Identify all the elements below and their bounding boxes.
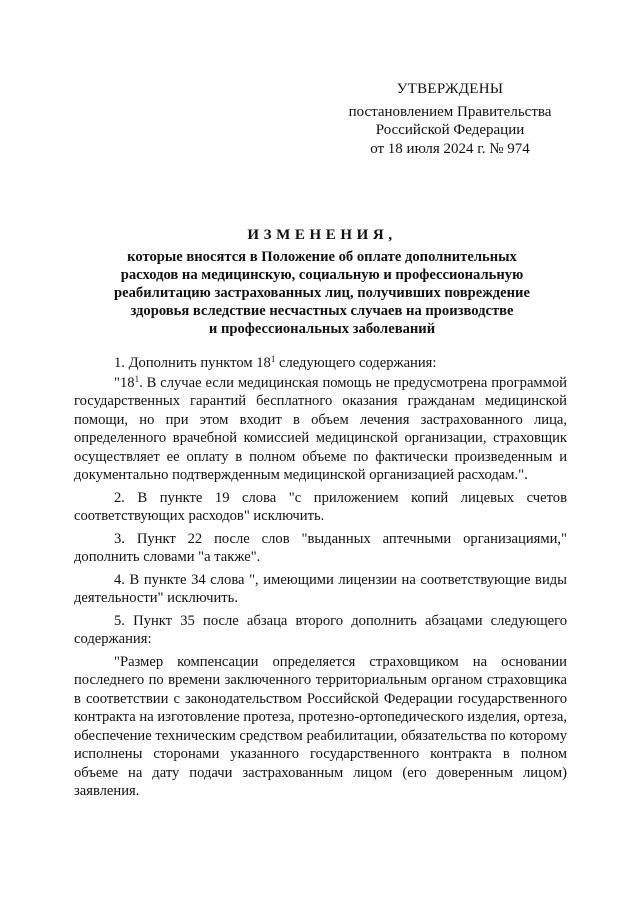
title-line-3: реабилитацию застрахованных лиц, получивших повреждение	[114, 285, 530, 301]
paragraph-item-1-text: 1. Дополнить пунктом 18	[114, 355, 271, 371]
paragraph-item-5: 5. Пункт 35 после абзаца второго дополнить абзацами следующего содержания:	[74, 612, 567, 647]
paragraph-item-3: 3. Пункт 22 после слов "выданных аптечными организациями," дополнить словами "а также".	[74, 530, 567, 565]
approval-line-3: от 18 июля 2024 г. № 974	[370, 140, 530, 157]
title-line-4: здоровья вследствие несчастных случаев на производстве	[130, 303, 514, 319]
paragraph-item-1	[74, 354, 567, 373]
title-line-1: которые вносятся в Положение об оплате дополнительных	[127, 249, 517, 265]
paragraph-new-clause	[74, 374, 567, 485]
paragraph-compensation: "Размер компенсации определяется страховщиком на основании последнего по времени заключенного территориальным органом страховщика в соответствии с законодательством Российской Федерации государственного контракта на изготовление протеза, протезно-ортопедического изделия, ортеза, обеспечение техническим средством реабилитации, обязательства по которому исполнены сторонами указанного государственного контракта в полном объеме на дату подачи застрахованным лицом (его доверенным лицом) заявления.	[74, 653, 567, 799]
new-clause-text: . В случае если медицинская помощь не предусмотрена программой государственных гарантий бесплатного оказания гражданам медицинской помощи, но при этом входит в объем лечения застрахованного лица, определенного врачебной комиссией медицинской организации, страховщик осуществляет ее оплату в полном объеме по фактически произведенным и документально подтвержденным медицинской организацией расходам.".	[74, 374, 567, 483]
new-clause-number: "18	[114, 374, 135, 391]
title-heading: ИЗМЕНЕНИЯ,	[247, 227, 397, 243]
approval-stamp	[330, 80, 570, 158]
superscript: 1	[270, 354, 276, 364]
document-body	[74, 354, 567, 805]
paragraph-item-4: 4. В пункте 34 слова ", имеющими лицензии на соответствующие виды деятельности" исключить.	[74, 571, 567, 606]
approval-line-1: постановлением Правительства	[348, 103, 552, 120]
title-line-2: расходов на медицинскую, социальную и профессиональную	[120, 267, 524, 283]
paragraph-item-1-tail: следующего содержания:	[275, 355, 437, 371]
title-line-5: и профессиональных заболеваний	[208, 321, 436, 337]
approval-line-2: Российской Федерации	[375, 122, 525, 138]
superscript: 1	[134, 373, 140, 384]
paragraph-item-2: 2. В пункте 19 слова "с приложением копий лицевых счетов соответствующих расходов" исключить.	[74, 489, 567, 524]
document-title	[72, 226, 572, 338]
approval-heading: УТВЕРЖДЕНЫ	[396, 81, 504, 97]
